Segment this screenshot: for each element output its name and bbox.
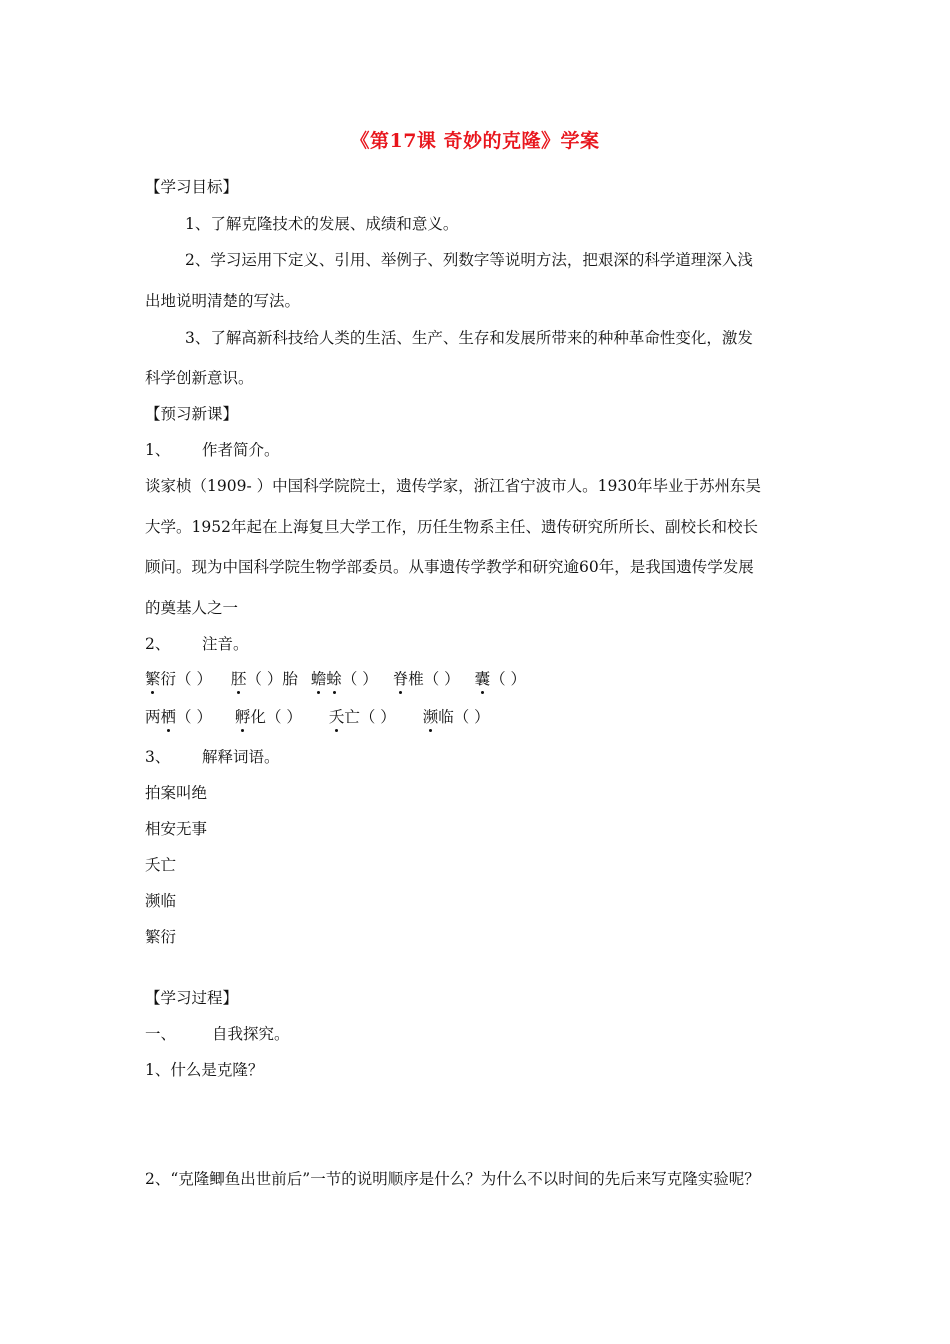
bio-line: 大学。1952年起在上海复旦大学工作，历任生物系主任、遗传研究所所长、副校长和校长 xyxy=(145,518,758,536)
vocab-item: 繁衍 xyxy=(145,928,177,946)
bio-line: 顾问。现为中国科学院生物学部委员。从事遗传学教学和研究逾60年，是我国遗传学发展 xyxy=(145,558,754,576)
bio-line: 谈家桢（1909- ）中国科学院院士，遗传学家，浙江省宁波市人。1930年毕业于苏州东吴 xyxy=(145,477,762,495)
part-1-number: 一、 xyxy=(145,1025,177,1043)
vocab-item: 相安无事 xyxy=(145,820,208,838)
pinyin-row-2 xyxy=(145,707,490,727)
section-2-title: 注音。 xyxy=(202,635,249,653)
section-3-number: 3、 xyxy=(145,748,171,766)
dotted-char: 栖 xyxy=(160,708,177,726)
objective-1: 1、了解克隆技术的发展、成绩和意义。 xyxy=(185,215,459,233)
objective-3-line2: 科学创新意识。 xyxy=(145,369,254,387)
answer-blank[interactable]: （ ） xyxy=(341,670,378,688)
dotted-char: 夭 xyxy=(328,708,345,726)
char: 亡 xyxy=(344,708,360,726)
section-1-title: 作者简介。 xyxy=(202,441,280,459)
answer-blank[interactable]: （ ） xyxy=(423,670,460,688)
preview-heading: 【预习新课】 xyxy=(145,405,239,423)
pinyin-row-1 xyxy=(145,669,526,689)
char: 椎 xyxy=(408,670,424,688)
objectives-heading: 【学习目标】 xyxy=(145,178,239,196)
question-2: 2、“克隆鲫鱼出世前后”一节的说明顺序是什么？为什么不以时间的先后来写克隆实验呢？ xyxy=(145,1170,760,1188)
vocab-item: 濒临 xyxy=(145,892,177,910)
answer-blank[interactable]: （ ）胎 xyxy=(246,670,298,688)
vocab-item: 夭亡 xyxy=(145,856,177,874)
answer-blank[interactable]: （ ） xyxy=(265,708,302,726)
bio-line: 的奠基人之一 xyxy=(145,599,239,617)
dotted-char: 繁 xyxy=(145,670,161,688)
objective-2-line1: 2、学习运用下定义、引用、举例子、列数字等说明方法，把艰深的科学道理深入浅 xyxy=(185,251,753,269)
answer-blank[interactable]: （ ） xyxy=(176,708,212,726)
section-1-number: 1、 xyxy=(145,441,171,459)
part-1-title: 自我探究。 xyxy=(212,1025,290,1043)
char: 临 xyxy=(438,708,454,726)
dotted-char: 孵 xyxy=(234,708,251,726)
dotted-char: 脊 xyxy=(392,670,409,688)
page-title: 《第17课 奇妙的克隆》学案 xyxy=(350,130,600,152)
answer-blank[interactable]: （ ） xyxy=(359,708,396,726)
section-3-title: 解释词语。 xyxy=(202,748,280,766)
dotted-char: 濒 xyxy=(422,708,439,726)
answer-blank[interactable]: （ ） xyxy=(453,708,490,726)
dotted-char: 蟾 xyxy=(310,670,327,688)
char: 衍 xyxy=(160,670,177,688)
objective-2-line2: 出地说明清楚的写法。 xyxy=(145,292,301,310)
dotted-char: 囊 xyxy=(474,670,491,688)
answer-blank[interactable]: （ ） xyxy=(176,670,212,688)
char: 两 xyxy=(145,708,161,726)
dotted-char: 胚 xyxy=(230,670,247,688)
dotted-char: 蜍 xyxy=(326,670,342,688)
objective-3-line1: 3、了解高新科技给人类的生活、生产、生存和发展所带来的种种革命性变化，激发 xyxy=(185,329,753,347)
answer-blank[interactable]: （ ） xyxy=(490,670,527,688)
vocab-item: 拍案叫绝 xyxy=(145,784,208,802)
question-1: 1、什么是克隆？ xyxy=(145,1061,264,1079)
char: 化 xyxy=(250,708,266,726)
section-2-number: 2、 xyxy=(145,635,171,653)
process-heading: 【学习过程】 xyxy=(145,989,239,1007)
